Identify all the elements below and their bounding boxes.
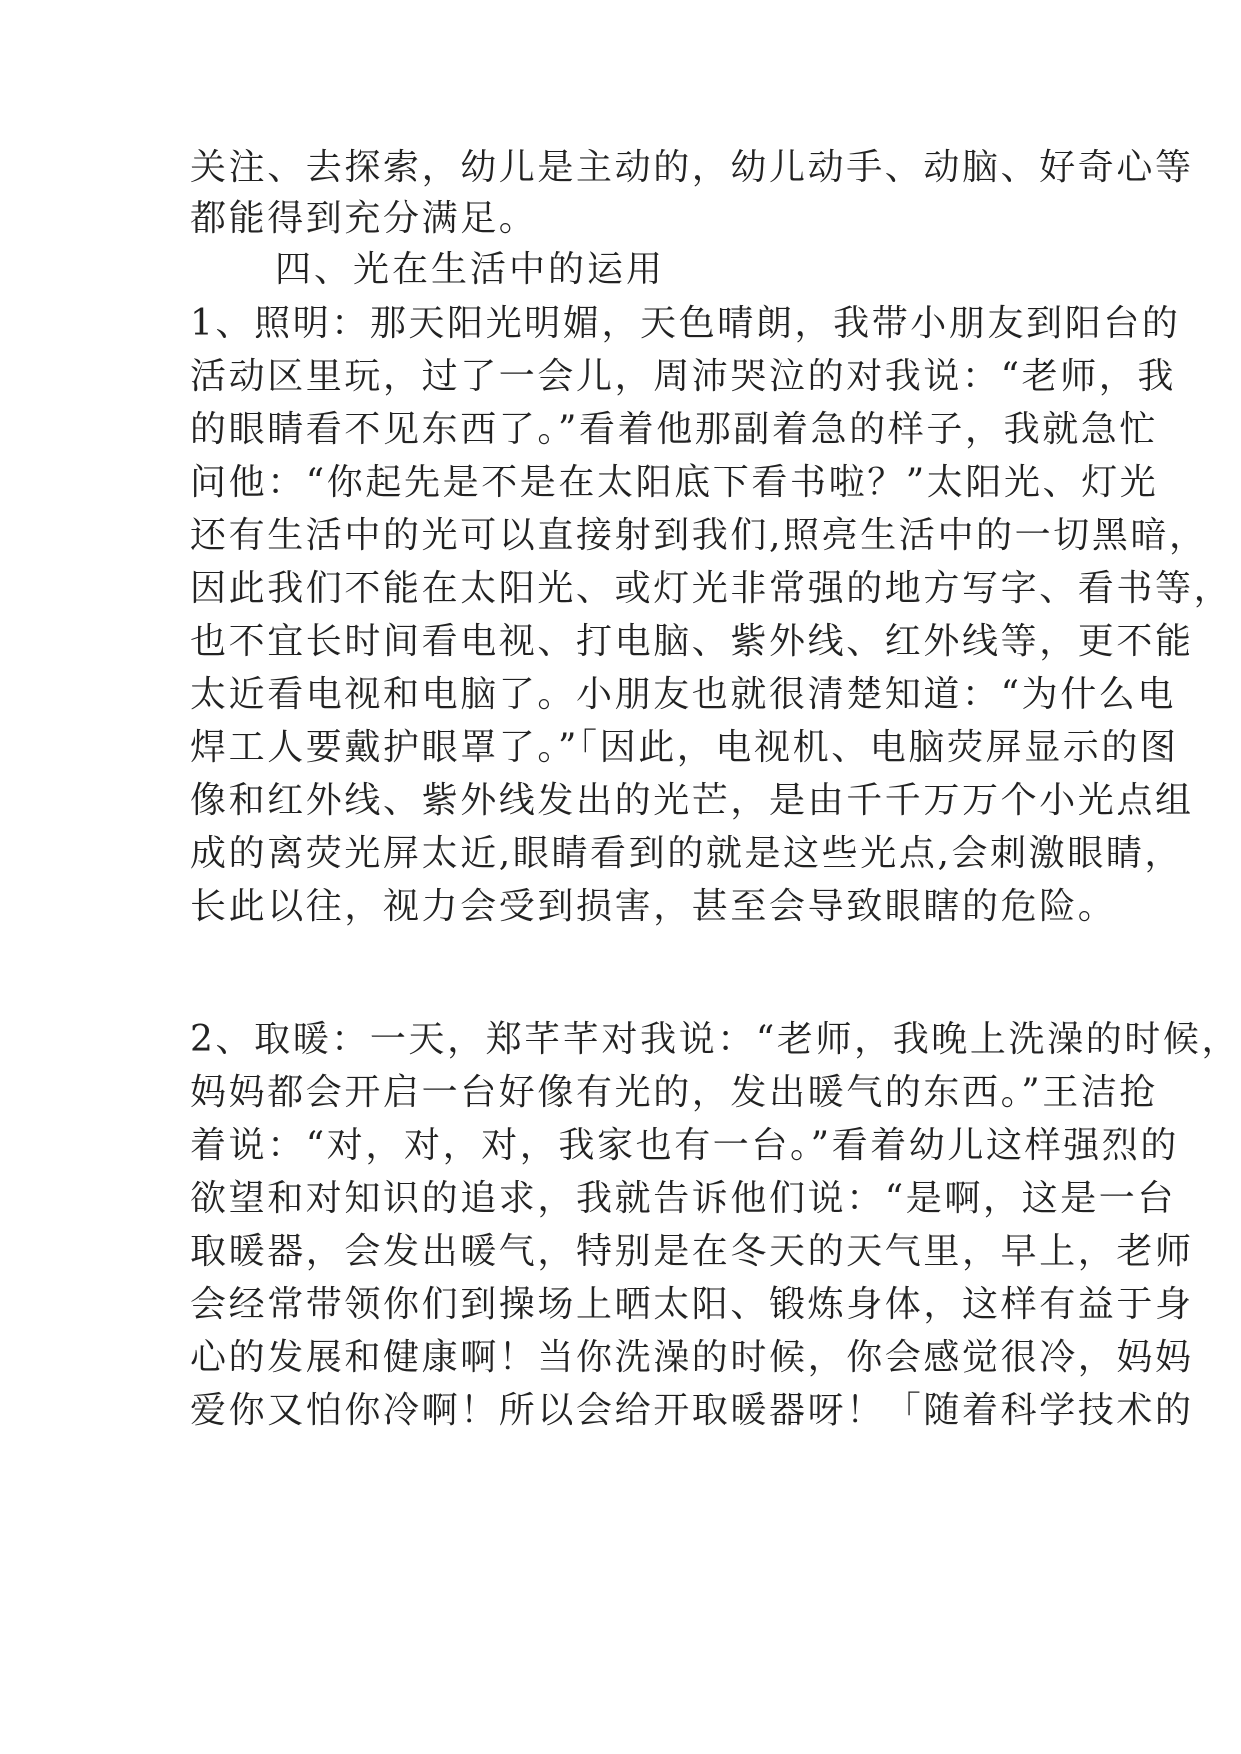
paragraph-line: 爱你又怕你冷啊！所以会给开取暖器呀！「随着科学技术的	[190, 1390, 1194, 1431]
intro-line: 都能得到充分满足。	[190, 198, 538, 239]
paragraph-line: 的眼睛看不见东西了。”看着他那副着急的样子，我就急忙	[190, 409, 1159, 450]
paragraph-line: 太近看电视和电脑了。小朋友也就很清楚知道：“为什么电	[190, 674, 1177, 715]
paragraph-line: 会经常带领你们到操场上晒太阳、锻炼身体，这样有益于身	[190, 1284, 1194, 1325]
paragraph-line: 成的离荧光屏太近,眼睛看到的就是这些光点,会刺激眼睛，	[190, 833, 1184, 874]
paragraph-line: 活动区里玩，过了一会儿，周沛哭泣的对我说：“老师，我	[190, 356, 1177, 397]
paragraph-line: 也不宜长时间看电视、打电脑、紫外线、红外线等，更不能	[190, 621, 1194, 662]
intro-line: 关注、去探索，幼儿是主动的，幼儿动手、动脑、好奇心等	[190, 147, 1194, 188]
paragraph-line: 因此我们不能在太阳光、或灯光非常强的地方写字、看书等，	[190, 568, 1233, 609]
section-heading: 四、光在生活中的运用	[275, 249, 666, 290]
paragraph-line: 2、取暖：一天，郑芊芊对我说：“老师，我晚上洗澡的时候，	[190, 1019, 1241, 1060]
paragraph-line: 着说：“对，对，对，我家也有一台。”看着幼儿这样强烈的	[190, 1125, 1180, 1166]
paragraph-line: 妈妈都会开启一台好像有光的，发出暖气的东西。”王洁抢	[190, 1072, 1159, 1113]
paragraph-line: 还有生活中的光可以直接射到我们,照亮生活中的一切黑暗，	[190, 515, 1208, 556]
paragraph-line: 心的发展和健康啊！当你洗澡的时候，你会感觉很冷，妈妈	[190, 1337, 1194, 1378]
paragraph-line: 欲望和对知识的追求，我就告诉他们说：“是啊，这是一台	[190, 1178, 1177, 1219]
paragraph-line: 问他：“你起先是不是在太阳底下看书啦？”太阳光、灯光	[190, 462, 1159, 503]
paragraph-line: 1、照明：那天阳光明媚，天色晴朗，我带小朋友到阳台的	[190, 303, 1181, 344]
paragraph-line: 焊工人要戴护眼罩了。”「因此，电视机、电脑荧屏显示的图	[190, 727, 1179, 768]
paragraph-line: 像和红外线、紫外线发出的光芒，是由千千万万个小光点组	[190, 780, 1194, 821]
paragraph-line: 取暖器，会发出暖气，特别是在冬天的天气里，早上，老师	[190, 1231, 1194, 1272]
paragraph-line: 长此以往，视力会受到损害，甚至会导致眼瞎的危险。	[190, 886, 1117, 927]
